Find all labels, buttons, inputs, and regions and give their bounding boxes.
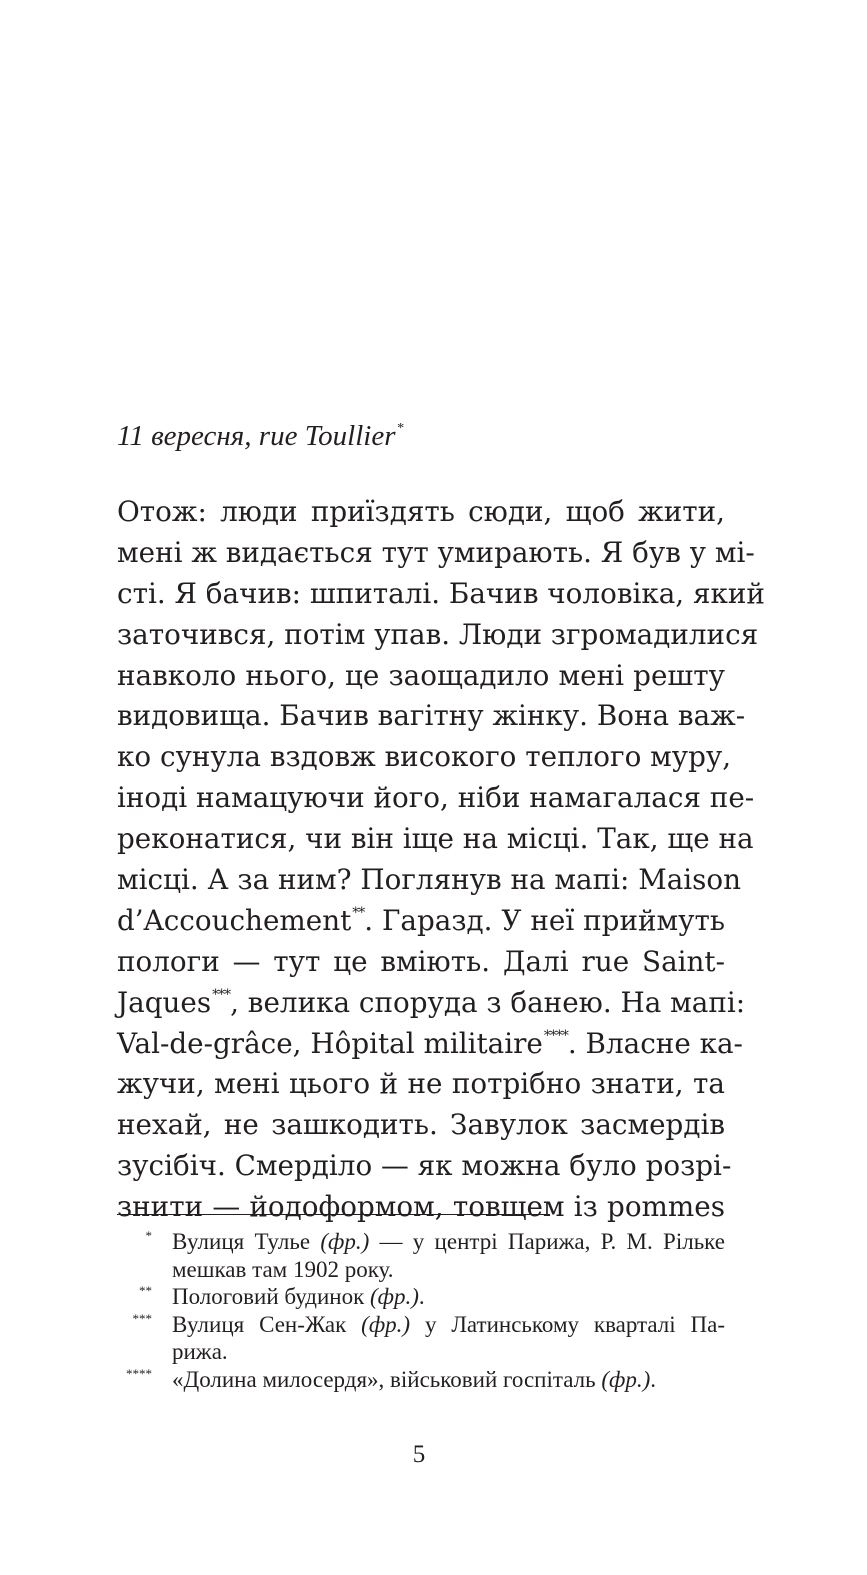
footnote-ref-1: * (396, 421, 403, 436)
text-segment: d’Accouchement (117, 903, 352, 937)
footnote-line (172, 1228, 725, 1256)
text-line: знити — йодоформом, товщем із pommes (117, 1190, 725, 1224)
entry-date-heading (117, 418, 403, 454)
text-line: пологи — тут це вміють. Далі rue Saint- (117, 944, 725, 978)
main-text (117, 492, 765, 1228)
text-segment: Val-de-grâce, Hôpital militaire (117, 1026, 543, 1060)
footnote-lang: (фр.) (370, 1284, 419, 1309)
footnote-2 (117, 1283, 725, 1311)
footnote-text: Вулиця Тулье (172, 1229, 321, 1254)
footnote-line: мешкав там 1902 року. (172, 1256, 394, 1282)
text-line: Отож: люди приїздять сюди, щоб жити, (117, 495, 725, 528)
footnote-1 (117, 1228, 725, 1283)
text-line: мені ж видається тут умирають. Я був у мі- (117, 535, 755, 569)
text-line: зусібіч. Смерділо — як можна було розрі- (117, 1149, 732, 1183)
footnotes (117, 1228, 725, 1393)
footnote-line (172, 1366, 725, 1394)
text-segment: . Власне ка- (567, 1026, 743, 1060)
entry-date-text: 11 вересня, rue Toullier (117, 420, 396, 452)
footnote-lang: (фр.) (320, 1229, 370, 1254)
text-line (117, 1024, 743, 1065)
footnote-lang: (фр.) (601, 1366, 651, 1392)
footnote-lang: (фр.) (361, 1311, 411, 1337)
text-line: місці. А за ним? Поглянув на мапі: Maison (117, 863, 742, 897)
footnote-text: — у центрі Парижа, Р. М. Рільке (369, 1229, 725, 1254)
text-line: видовища. Бачив вагітну жінку. Вона важ- (117, 699, 746, 733)
text-line: жучи, мені цього й не потрібно знати, та (117, 1067, 725, 1101)
footnote-text: Вулиця Сен-Жак (172, 1311, 362, 1337)
text-line: навколо нього, це заощадило мені решту (117, 658, 725, 692)
text-segment: , велика споруда з банею. На мапі: (230, 985, 746, 1019)
text-line: сті. Я бачив: шпиталі. Бачив чоловіка, який (117, 576, 765, 610)
footnote-divider (117, 1214, 550, 1215)
text-line (117, 983, 746, 1024)
footnote-line (172, 1311, 725, 1339)
text-line: іноді намацуючи його, ніби намагалася пе- (117, 781, 755, 815)
text-line (117, 901, 725, 942)
text-line: ко сунула вздовж високого теплого муру, (117, 740, 732, 774)
footnote-text: «Долина милосердя», військовий госпіталь (172, 1366, 602, 1392)
footnote-mark: *** (132, 1310, 152, 1326)
footnote-3 (117, 1311, 725, 1366)
footnote-text: Пологовий будинок (172, 1284, 370, 1309)
footnote-4 (117, 1366, 725, 1394)
footnote-text: . (418, 1284, 425, 1309)
footnote-mark: ** (139, 1283, 152, 1298)
footnote-ref-3: *** (212, 986, 231, 1003)
footnote-line: рижа. (172, 1339, 228, 1364)
text-segment: Jaques (117, 985, 212, 1019)
text-line: нехай, не зашкодить. Завулок засмердів (117, 1108, 725, 1142)
footnote-ref-2: ** (352, 904, 365, 921)
footnote-ref-4: **** (543, 1027, 568, 1044)
text-line: реконатися, чи він іще на місці. Так, ще на (117, 822, 754, 856)
footnote-text: у Латинському кварталі Па- (410, 1311, 725, 1337)
footnote-line (172, 1283, 725, 1311)
footnote-text: . (650, 1366, 656, 1392)
text-segment: . Гаразд. У неї приймуть (364, 903, 725, 937)
footnote-mark: **** (126, 1365, 152, 1381)
page-number: 5 (412, 1441, 426, 1468)
text-line: заточився, потім упав. Люди згромадилися (117, 617, 759, 651)
footnote-mark: * (145, 1228, 152, 1243)
